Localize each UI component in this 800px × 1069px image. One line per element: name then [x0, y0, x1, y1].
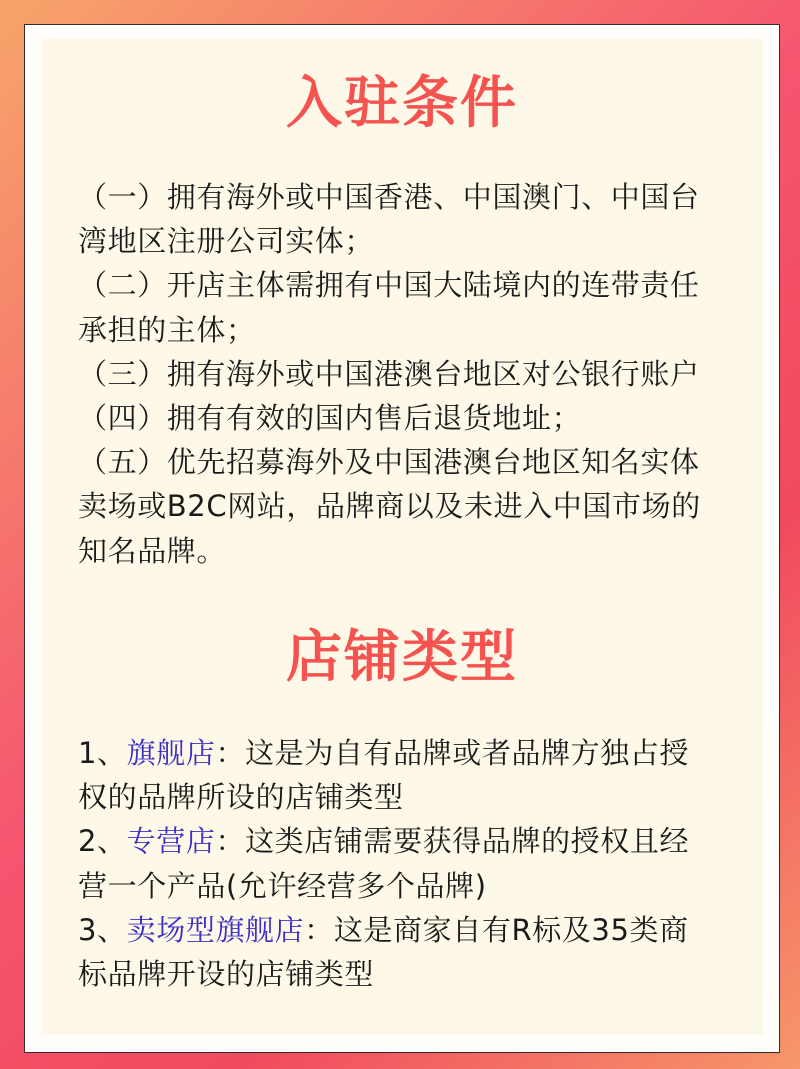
conditions-line: （三）拥有海外或中国港澳台地区对公银行账户: [78, 356, 700, 391]
section-title-conditions: 入驻条件: [286, 71, 518, 136]
conditions-line: （四）拥有有效的国内售后退货地址；: [78, 401, 582, 436]
conditions-list: [78, 175, 768, 573]
conditions-line: （五）优先招募海外及中国港澳台地区知名实体: [78, 445, 700, 480]
conditions-line: 卖场或B2C网站，品牌商以及未进入中国市场的: [78, 489, 701, 524]
conditions-line: 承担的主体；: [78, 312, 256, 347]
store-type-index: 1、: [78, 736, 127, 770]
store-type-description-cont: 权的品牌所设的店铺类型: [78, 780, 404, 815]
store-type-description-cont: 标品牌开设的店铺类型: [78, 957, 375, 992]
store-type-description: ：这是为自有品牌或者品牌方独占授: [215, 736, 690, 770]
store-type-index: 2、: [78, 824, 127, 859]
conditions-line: 知名品牌。: [78, 533, 227, 568]
store-types-list: [78, 731, 768, 996]
conditions-line: 湾地区注册公司实体；: [78, 224, 375, 259]
store-type-item-flagship: [78, 731, 768, 775]
store-type-item-marketplace-flagship: [78, 908, 768, 952]
content-panel: [41, 39, 763, 1035]
store-type-name: 旗舰店: [126, 736, 216, 770]
store-type-index: 3、: [78, 912, 127, 947]
section-title-store-types: 店铺类型: [286, 625, 518, 690]
store-type-description: ：这类店铺需要获得品牌的授权且经: [215, 824, 690, 859]
conditions-line: （二）开店主体需拥有中国大陆境内的连带责任: [78, 268, 700, 303]
store-type-description: ：这是商家自有R标及35类商: [304, 912, 689, 947]
store-type-item-specialty: [78, 819, 768, 863]
store-type-name: 卖场型旗舰店: [126, 912, 305, 947]
content-card: [24, 24, 780, 1053]
store-type-name: 专营店: [126, 824, 216, 859]
store-type-description-cont: 营一个产品(允许经营多个品牌): [78, 868, 487, 903]
conditions-line: （一）拥有海外或中国香港、中国澳门、中国台: [78, 180, 700, 214]
